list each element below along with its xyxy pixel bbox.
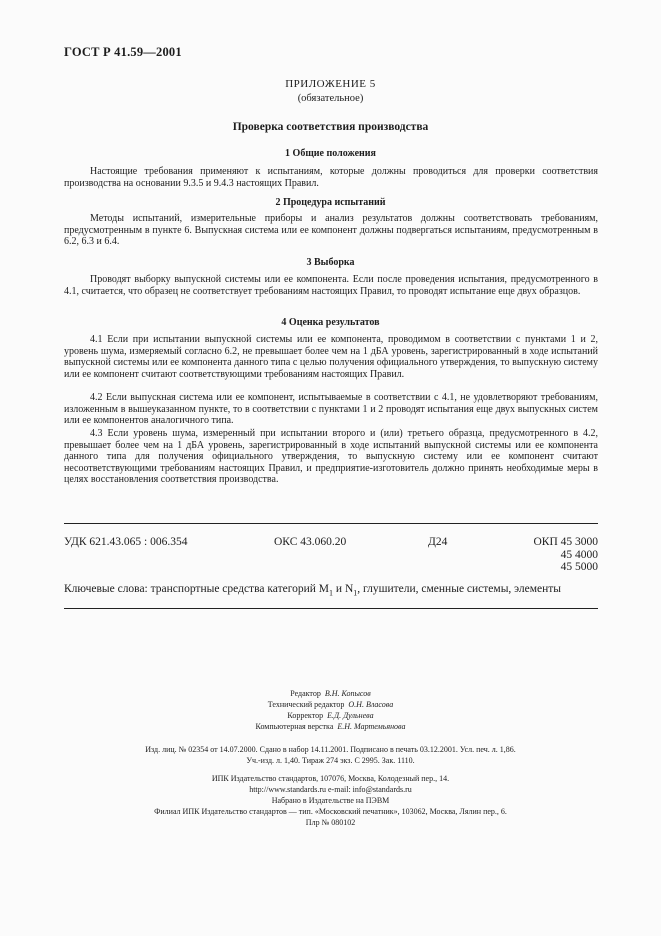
okp-code-1: ОКП 45 3000 — [533, 536, 598, 548]
oks-code: ОКС 43.060.20 — [274, 536, 347, 548]
section-4-paragraph-4-3: 4.3 Если уровень шума, измеренный при испытании второго и (или) третьего образца, предусмотренного в 4.2, превышает более чем на 1 дБА уровень, зарегистрированный в ходе испытаний выпускной системы или ее компонента данного типа для получения официального утверждения, то выпускную систему или ее компонент считают несоответствующими требованиям настоящих Правил, и предприятие-изготовитель должно принять необходимые меры в целях восстановления соответствия производства. — [64, 428, 598, 486]
section-3-paragraph: Проводят выборку выпускной системы или ее компонента. Если после проведения испытания, предусмотренного в 4.1, считается, что образец не соответствует требованиям настоящих Правил, то проводят испытание еще двух образцов. — [64, 274, 598, 297]
section-4-paragraph-4-1: 4.1 Если при испытании выпускной системы или ее компонента, проводимом в соответствии с пунктами 1 и 2, уровень шума, измеряемый согласно 6.2, не превышает более чем на 1 дБА уровень, зарегистрированный в ходе испытаний выпускной системы или ее компонента данного типа с целью получения официального утверждения, то выпускную систему или ее компонент считают соответствующими требованиям настоящих Правил. — [64, 334, 598, 380]
section-1-paragraph: Настоящие требования применяют к испытаниям, которые должны проводиться для проверки соответствия производства на основании 9.3.5 и 9.4.3 настоящих Правил. — [64, 166, 598, 189]
credit-role: Технический редактор — [267, 700, 345, 709]
org-line-3: Набрано в Издательстве на ПЭВМ — [271, 796, 390, 805]
keywords-sub-2: 1 — [353, 588, 358, 598]
credit-name: О.Н. Власова — [348, 700, 394, 709]
credit-role: Компьютерная верстка — [255, 722, 334, 731]
section-2-paragraph: Методы испытаний, измерительные приборы и анализ результатов должны соответствовать требованиям, предусмотренным в пункте 6. Выпускная система или ее компонент должны подвергаться испытаниям, предусмотренным в 6.2, 6.3 и 6.4. — [64, 213, 598, 248]
annex-note: (обязательное) — [297, 93, 364, 104]
okp-codes — [500, 536, 598, 574]
credit-role: Редактор — [290, 689, 321, 698]
credit-name: Е.Д. Дульнева — [327, 711, 374, 720]
section-1-title: 1 Общие положения — [285, 148, 376, 159]
keywords-sub-1: 1 — [329, 588, 334, 598]
okp-code-2: 45 4000 — [560, 548, 598, 561]
divider-bottom — [64, 608, 598, 609]
d-code: Д24 — [428, 536, 448, 548]
credit-name: Е.Н. Мартемьянова — [337, 722, 406, 731]
credit-layout — [0, 722, 661, 733]
org-line-1: ИПК Издательство стандартов, 107076, Москва, Колодезный пер., 14. — [211, 774, 450, 783]
keywords-line — [64, 583, 624, 597]
keywords-suffix: , глушители, сменные системы, элементы — [357, 583, 562, 595]
org-line-web[interactable]: http://www.standards.ru e-mail: info@standards.ru — [249, 785, 412, 794]
section-4-title: 4 Оценка результатов — [281, 317, 380, 328]
publication-line-2: Уч.-изд. л. 1,40. Тираж 274 экз. С 2995. Зак. 1110. — [246, 756, 415, 765]
standard-code: ГОСТ Р 41.59—2001 — [64, 45, 182, 59]
okp-code-3: 45 5000 — [560, 561, 598, 573]
org-line-5: Плр № 080102 — [305, 818, 356, 827]
keywords-prefix: Ключевые слова: транспортные средства категорий М — [64, 583, 330, 595]
section-4-paragraph-4-2: 4.2 Если выпускная система или ее компонент, испытываемые в соответствии с 4.1, не удовлетворяют требованиям, изложенным в вышеуказанном пункте, то в соответствии с пунктами 1 и 2 проводят испытания еще двух выпускных систем или ее компонентов аналогичного типа. — [64, 392, 598, 427]
divider-top — [64, 523, 598, 524]
credit-name: В.Н. Копысов — [324, 689, 371, 698]
section-3-title: 3 Выборка — [306, 257, 355, 268]
credit-role: Корректор — [287, 711, 324, 720]
publication-line-1: Изд. лиц. № 02354 от 14.07.2000. Сдано в набор 14.11.2001. Подписано в печать 03.12.2001. Усл. печ. л. 1,86. — [145, 745, 516, 754]
keywords-mid: и N — [333, 583, 354, 595]
section-2-title: 2 Процедура испытаний — [275, 197, 386, 208]
credit-corrector — [0, 711, 661, 722]
credit-tech-editor — [0, 700, 661, 711]
credit-editor — [0, 689, 661, 700]
document-title: Проверка соответствия производства — [232, 121, 429, 133]
annex-title: ПРИЛОЖЕНИЕ 5 — [285, 78, 376, 90]
org-line-4: Филиал ИПК Издательство стандартов — тип. «Московский печатник», 103062, Москва, Лялин пер., 6. — [154, 807, 507, 816]
udk-code: УДК 621.43.065 : 006.354 — [64, 536, 188, 548]
